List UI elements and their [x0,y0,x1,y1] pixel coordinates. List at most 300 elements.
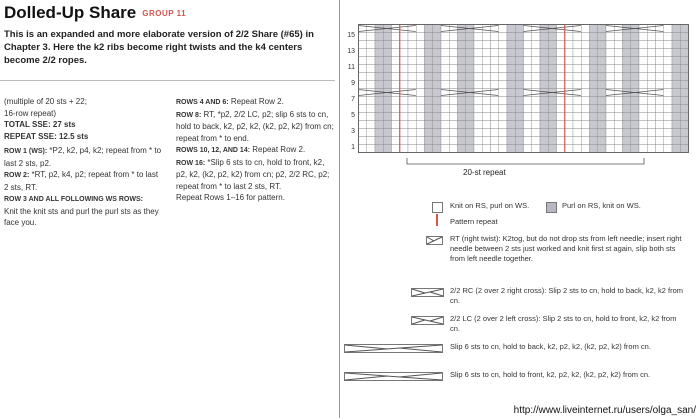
chart-cell [466,105,474,113]
legend-front6: Slip 6 sts to cn, hold to front, k2, p2, k2, (k2, p2, k2) from cn. [450,370,651,379]
chart-cell [565,113,573,121]
chart-cell [392,105,400,113]
chart-cell [482,65,490,73]
chart-cell [565,65,573,73]
chart-cell [639,97,647,105]
row-label: 11 [347,64,355,71]
chart-cell [590,25,598,33]
knitting-chart [358,24,694,159]
chart-cell [548,113,556,121]
chart-cell [581,145,589,153]
chart-cell [672,113,680,121]
chart-cell [392,81,400,89]
chart-cell [623,73,631,81]
chart-cell [614,41,622,49]
chart-cell [598,113,606,121]
chart-cell [647,57,655,65]
page-title: Dolled-Up Share GROUP 11 [4,3,187,22]
chart-cell [548,105,556,113]
row-label: 9 [351,80,355,87]
chart-cell [614,73,622,81]
chart-cell [482,57,490,65]
chart-cell [647,73,655,81]
chart-cell [367,33,375,41]
chart-cell [565,81,573,89]
chart-cell [532,105,540,113]
chart-cell [400,81,408,89]
chart-cell [400,25,408,33]
chart-cell [540,105,548,113]
chart-cell [598,145,606,153]
chart-cell [672,121,680,129]
chart-cell [590,73,598,81]
chart-cell [548,121,556,129]
chart-cell [623,41,631,49]
chart-cell [482,105,490,113]
chart-cell [647,105,655,113]
chart-cell [392,121,400,129]
chart-cell [647,49,655,57]
chart-cell [532,41,540,49]
chart-cell [639,121,647,129]
chart-cell [441,121,449,129]
chart-cell [491,121,499,129]
chart-cell [482,81,490,89]
lc22-icon [411,316,445,326]
chart-cell [491,81,499,89]
chart-cell [515,41,523,49]
chart-cell [458,145,466,153]
chart-cell [499,113,507,121]
chart-cell [573,81,581,89]
chart-cell [491,65,499,73]
chart-cell [425,25,433,33]
chart-cell [672,65,680,73]
chart-cell [507,33,515,41]
chart-cell [458,73,466,81]
chart-cell [515,145,523,153]
chart-cell [598,97,606,105]
chart-cell [581,25,589,33]
chart-cell [606,137,614,145]
chart-cell [656,57,664,65]
chart-cell [656,129,664,137]
chart-cell [515,137,523,145]
chart-cell [400,129,408,137]
chart-cell [540,137,548,145]
chart-cell [474,129,482,137]
chart-cell [647,65,655,73]
chart-cell [441,73,449,81]
chart-cell [647,97,655,105]
chart-cell [433,33,441,41]
chart-cell [425,65,433,73]
chart-cell [598,73,606,81]
chart-cell [524,137,532,145]
chart-cell [408,137,416,145]
chart-cell [507,57,515,65]
chart-cell [433,25,441,33]
chart-cell [474,97,482,105]
chart-cell [515,89,523,97]
chart-cell [474,49,482,57]
chart-cell [639,113,647,121]
chart-cell [548,57,556,65]
chart-cell [664,105,672,113]
chart-cell [507,81,515,89]
chart-cell [491,137,499,145]
chart-cell [639,105,647,113]
chart-cell [532,65,540,73]
chart-cell [449,121,457,129]
chart-cell [416,89,424,97]
chart-cell [598,81,606,89]
chart-cell [474,89,482,97]
chart-cell [623,25,631,33]
chart-cell [656,113,664,121]
chart-cell [416,41,424,49]
chart-cell [565,121,573,129]
chart-cell [491,73,499,81]
chart-cell [491,33,499,41]
chart-cell [656,105,664,113]
chart-cell [499,105,507,113]
chart-cell [573,137,581,145]
left-instructions: (multiple of 20 sts + 22; 16-row repeat) TOTAL SSE: 27 sts REPEAT SSE: 12.5 sts ROW 1 (WS): *P2, k2, p4, k2; repeat from * to last 2 sts, p2. ROW 2: *RT, p2, k4, p2; repeat from * to last 2 sts, RT. ROW 3 AND ALL FOLLOWING WS ROWS: Knit the knit sts and purl the purl sts as they face you. [4,97,162,227]
chart-cell [392,49,400,57]
chart-cell [557,121,565,129]
chart-cell [631,81,639,89]
chart-cell [606,81,614,89]
chart-cell [433,49,441,57]
chart-cell [573,113,581,121]
chart-cell [367,137,375,145]
chart-cell [466,73,474,81]
chart-cell [375,97,383,105]
chart-cell [400,97,408,105]
chart-cell [425,41,433,49]
chart-cell [664,73,672,81]
chart-cell [639,57,647,65]
chart-cell [433,137,441,145]
chart-cell [507,65,515,73]
chart-cell [441,65,449,73]
chart-cell [466,129,474,137]
chart-cell [631,57,639,65]
chart-cell [557,41,565,49]
chart-cell [359,105,367,113]
chart-cell [590,41,598,49]
chart-cell [458,121,466,129]
chart-cell [425,57,433,65]
chart-cell [631,129,639,137]
chart-cell [680,65,688,73]
chart-cell [482,73,490,81]
chart-cell [606,49,614,57]
chart-cell [557,49,565,57]
legend-rc22: 2/2 RC (2 over 2 right cross): Slip 2 sts to cn, hold to back, k2, k2 from cn. [450,286,684,305]
chart-cell [639,33,647,41]
front6-cable-icon [344,372,444,382]
chart-cell [540,41,548,49]
chart-cell [375,121,383,129]
chart-cell [540,57,548,65]
chart-cell [598,105,606,113]
chart-cell [581,33,589,41]
chart-cell [458,49,466,57]
chart-cell [540,113,548,121]
chart-cell [548,97,556,105]
chart-cell [408,129,416,137]
chart-cell [515,65,523,73]
chart-cell [548,81,556,89]
chart-cell [573,33,581,41]
chart-cell [656,73,664,81]
chart-cell [383,81,391,89]
chart-cell [449,113,457,121]
chart-cell [664,113,672,121]
chart-cell [606,33,614,41]
chart-cell [416,97,424,105]
chart-cell [565,25,573,33]
chart-cell [375,25,383,33]
chart-cell [515,25,523,33]
chart-cell [400,137,408,145]
chart-cell [367,105,375,113]
chart-cell [392,129,400,137]
chart-cell [449,137,457,145]
chart-cell [590,89,598,97]
chart-cell [507,73,515,81]
chart-cell [557,145,565,153]
chart-cell [647,33,655,41]
chart-cell [458,41,466,49]
chart-cell [425,81,433,89]
chart-cell [491,41,499,49]
group-label: GROUP 11 [142,9,187,19]
chart-cell [416,57,424,65]
chart-cell [672,41,680,49]
chart-cell [375,105,383,113]
chart-cell [540,121,548,129]
chart-cell [507,41,515,49]
chart-cell [573,105,581,113]
chart-cell [499,145,507,153]
chart-cell [507,121,515,129]
chart-cell [375,145,383,153]
chart-cell [416,25,424,33]
chart-cell [359,129,367,137]
chart-cell [416,81,424,89]
chart-cell [590,57,598,65]
chart-cell [590,81,598,89]
chart-cell [449,41,457,49]
chart-cell [540,129,548,137]
chart-cell [392,113,400,121]
chart-cell [647,129,655,137]
chart-cell [680,129,688,137]
chart-cell [623,129,631,137]
chart-cell [433,41,441,49]
chart-cell [474,65,482,73]
chart-cell [449,89,457,97]
chart-cell [557,137,565,145]
chart-cell [383,73,391,81]
chart-cell [499,57,507,65]
chart-cell [647,25,655,33]
chart-cell [548,41,556,49]
chart-cell [680,137,688,145]
chart-cell [400,49,408,57]
column-divider [339,0,340,418]
chart-cell [614,57,622,65]
chart-cell [524,65,532,73]
chart-cell [565,41,573,49]
chart-cell [515,129,523,137]
chart-cell [623,49,631,57]
chart-cell [425,97,433,105]
chart-cell [359,97,367,105]
chart-cell [375,137,383,145]
chart-cell [482,121,490,129]
chart-cell [359,81,367,89]
chart-cell [408,105,416,113]
chart-cell [507,113,515,121]
chart-cell [548,33,556,41]
chart-cell [656,121,664,129]
chart-cell [474,41,482,49]
chart-cell [416,129,424,137]
chart-cell [614,137,622,145]
chart-cell [474,137,482,145]
chart-cell [425,49,433,57]
chart-cell [557,105,565,113]
chart-cell [383,49,391,57]
chart-cell [359,57,367,65]
chart-cell [482,97,490,105]
chart-cell [548,65,556,73]
chart-cell [672,145,680,153]
back6-cable-icon [344,344,444,354]
chart-cell [631,73,639,81]
chart-cell [581,81,589,89]
chart-cell [565,129,573,137]
knit-swatch [432,202,443,213]
legend-back6: Slip 6 sts to cn, hold to back, k2, p2, k2, (k2, p2, k2) from cn. [450,342,651,351]
chart-cell [367,81,375,89]
chart-cell [590,97,598,105]
chart-cell [614,33,622,41]
chart-cell [573,129,581,137]
chart-cell [400,121,408,129]
chart-cell [466,65,474,73]
chart-cell [590,137,598,145]
chart-cell [639,25,647,33]
chart-cell [590,65,598,73]
chart-cell [416,33,424,41]
chart-cell [416,73,424,81]
chart-cell [647,89,655,97]
chart-cell [482,25,490,33]
chart-cell [590,33,598,41]
chart-cell [548,49,556,57]
chart-cell [441,57,449,65]
chart-cell [590,129,598,137]
chart-cell [433,113,441,121]
chart-cell [449,105,457,113]
chart-cell [383,113,391,121]
chart-cell [482,129,490,137]
chart-cell [614,25,622,33]
chart-cell [507,105,515,113]
chart-cell [672,73,680,81]
chart-cell [375,81,383,89]
chart-cell [623,145,631,153]
chart-cell [359,113,367,121]
chart-cell [515,121,523,129]
chart-cell [540,81,548,89]
chart-cell [507,89,515,97]
chart-cell [623,97,631,105]
chart-cell [656,49,664,57]
chart-cell [400,73,408,81]
chart-cell [416,113,424,121]
chart-cell [507,145,515,153]
chart-cell [672,33,680,41]
chart-cell [581,57,589,65]
chart-cell [672,129,680,137]
chart-cell [400,89,408,97]
chart-cell [408,33,416,41]
chart-cell [598,49,606,57]
chart-cell [540,49,548,57]
chart-cell [491,97,499,105]
chart-cell [408,65,416,73]
chart-cell [664,145,672,153]
chart-cell [557,73,565,81]
chart-cell [392,97,400,105]
chart-cell [548,129,556,137]
chart-cell [400,105,408,113]
chart-cell [515,105,523,113]
chart-cell [680,121,688,129]
chart-cell [524,105,532,113]
chart-cell [614,89,622,97]
chart-cell [408,49,416,57]
chart-cell [581,89,589,97]
chart-cell [524,73,532,81]
legend-repeat: Pattern repeat [450,217,498,226]
chart-cell [408,73,416,81]
chart-cell [416,137,424,145]
chart-cell [433,129,441,137]
chart-cell [458,97,466,105]
chart-cell [656,41,664,49]
chart-cell [532,97,540,105]
chart-cell [524,41,532,49]
chart-cell [540,73,548,81]
chart-cell [466,97,474,105]
chart-cell [647,41,655,49]
chart-cell [524,129,532,137]
chart-cell [367,113,375,121]
chart-cell [606,145,614,153]
chart-cell [565,97,573,105]
row-label: 1 [351,144,355,151]
chart-cell [664,57,672,65]
chart-cell [515,73,523,81]
chart-cell [532,49,540,57]
